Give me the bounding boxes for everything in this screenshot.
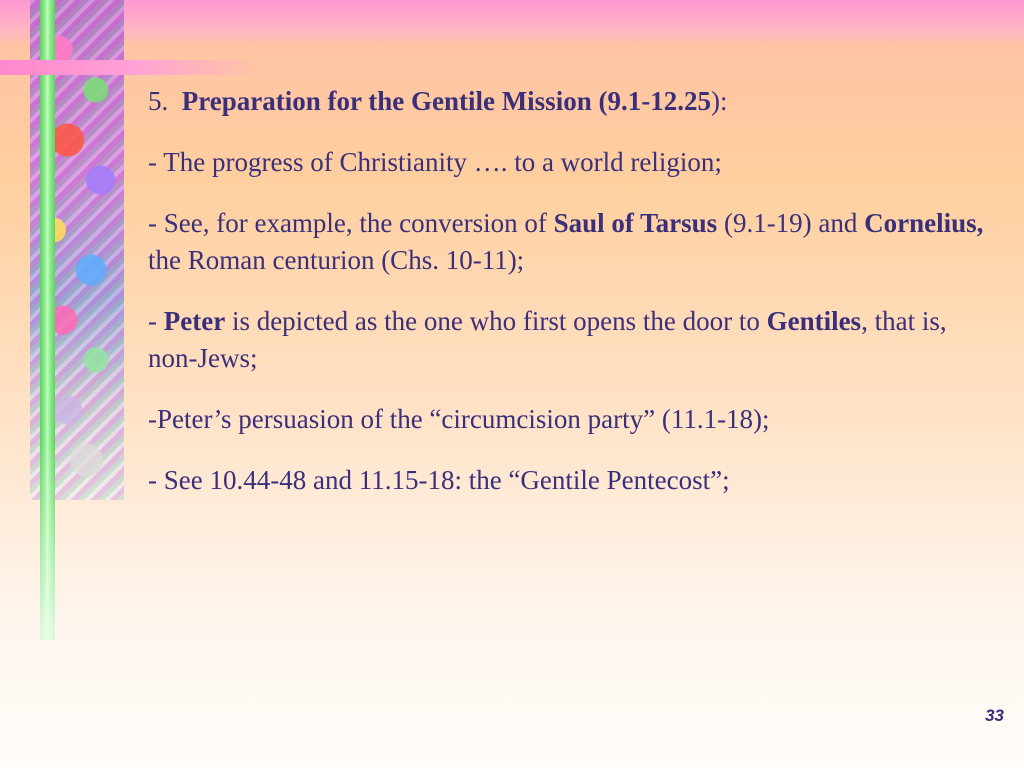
heading-ref: 9.1-12.25: [607, 86, 711, 116]
cornelius: Cornelius,: [864, 208, 984, 238]
bullet-conversion-text-3: the Roman centurion (Chs. 10-11);: [148, 245, 525, 275]
heading-number: 5.: [148, 86, 169, 116]
bullet-conversion: [148, 205, 998, 279]
horizontal-pink-bar: [0, 60, 260, 75]
heading-close: ):: [710, 86, 728, 116]
page-number: 33: [985, 706, 1004, 725]
vertical-bar-fade: [40, 440, 55, 640]
bullet-persuasion: -Peter’s persuasion of the “circumcision party” (11.1-18);: [148, 404, 770, 434]
saul-of-tarsus: Saul of Tarsus: [553, 208, 718, 238]
top-decorative-band: [0, 0, 1024, 46]
bullet-conversion-text-2: (9.1-19) and: [717, 208, 865, 238]
peter: Peter: [163, 306, 226, 336]
bullet-pentecost: - See 10.44-48 and 11.15-18: the “Gentile Pentecost”;: [148, 465, 730, 495]
bullet-peter-text-2: , that is, non-Jews;: [148, 306, 947, 373]
gentiles: Gentiles: [766, 306, 862, 336]
bullet-peter-text-1: is depicted as the one who first opens the door to: [225, 306, 767, 336]
bullet-peter: [148, 303, 998, 377]
heading-title: Preparation for the Gentile Mission (: [181, 86, 608, 116]
bullet-conversion-text-1: - See, for example, the conversion of: [148, 208, 554, 238]
bullet-progress: - The progress of Christianity …. to a world religion;: [148, 147, 722, 177]
bullet-peter-dash: -: [148, 306, 164, 336]
slide-heading: [148, 83, 998, 120]
slide-body: [148, 83, 998, 523]
